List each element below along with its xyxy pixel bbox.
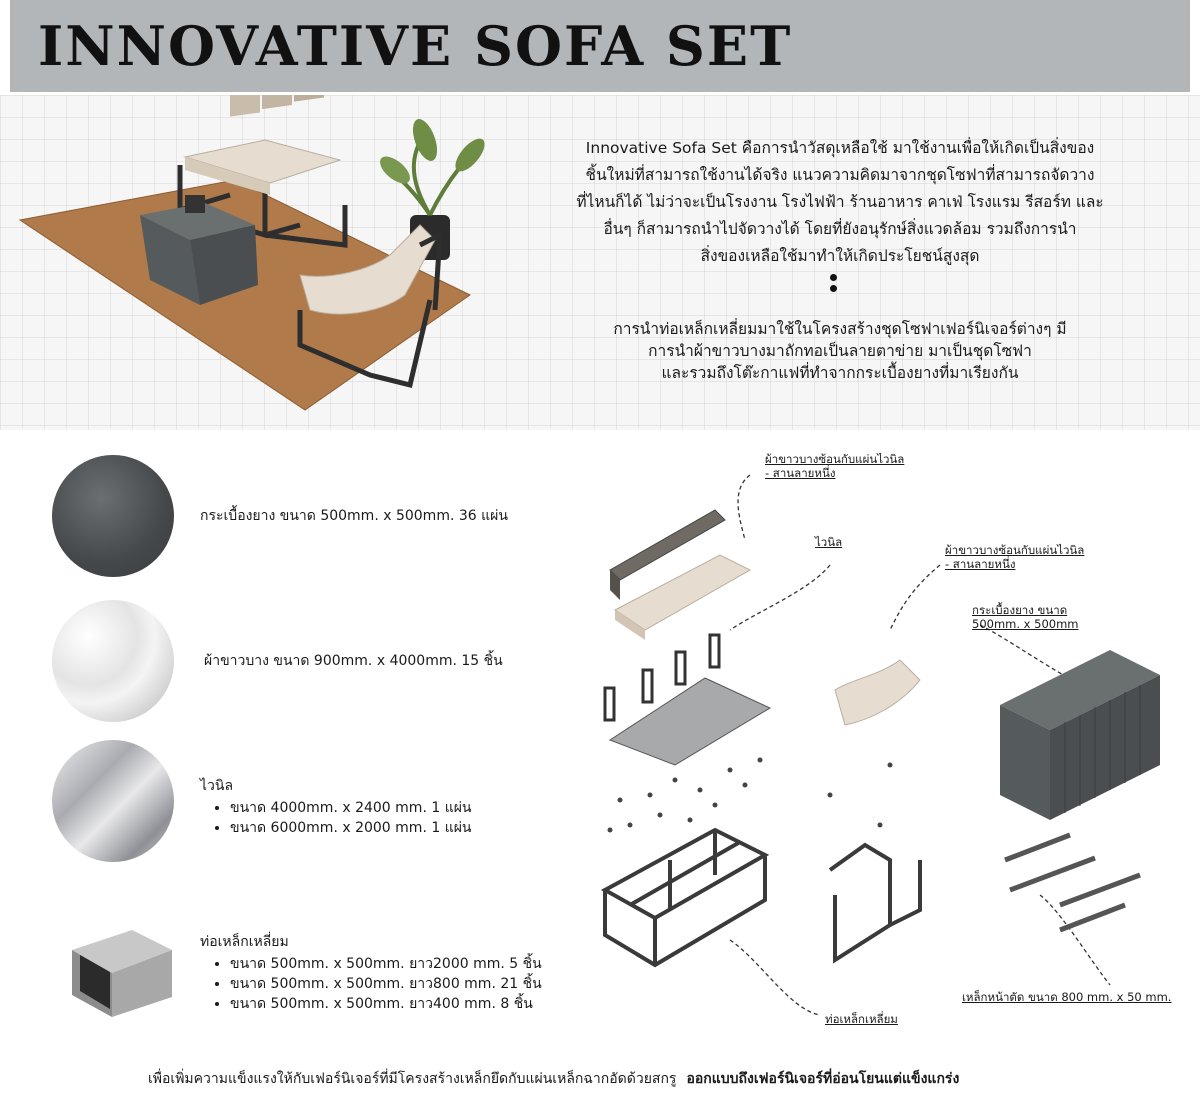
cloth-swatch bbox=[52, 600, 174, 722]
steel-tube-image bbox=[62, 905, 182, 1025]
steel-tube-item: • ขนาด 500mm. x 500mm. ยาว800 mm. 21 ชิ้น bbox=[230, 974, 542, 994]
vinyl-heading: ไวนิล bbox=[200, 778, 234, 794]
description-line: สิ่งของเหลือใช้มาทำให้เกิดประโยชน์สูงสุด bbox=[700, 247, 980, 265]
vinyl-item: • ขนาด 6000mm. x 2000 mm. 1 แผ่น bbox=[230, 818, 472, 838]
callout-steel-tube: ท่อเหล็กเหลี่ยม bbox=[825, 1012, 898, 1026]
description-line: Innovative Sofa Set คือการนำวัสดุเหลือใช้ มาใช้งานเพื่อให้เกิดเป็นสิ่งของ bbox=[585, 139, 1095, 157]
page-title: INNOVATIVE SOFA SET bbox=[38, 14, 793, 78]
cloth-label: ผ้าขาวบาง ขนาด 900mm. x 4000mm. 15 ชิ้น bbox=[204, 653, 503, 669]
rubber-tile-swatch bbox=[52, 455, 174, 577]
cut-steel-plates bbox=[1005, 835, 1140, 930]
callout-line: - สานลายหนึ่ง bbox=[945, 557, 1016, 571]
vinyl-label bbox=[200, 776, 472, 838]
sofa-steel-frame bbox=[605, 830, 765, 965]
steel-tube-item: • ขนาด 500mm. x 500mm. ยาว400 mm. 8 ชิ้น bbox=[230, 994, 542, 1014]
callout-cloth-vinyl-1 bbox=[765, 452, 904, 480]
vinyl-item: • ขนาด 4000mm. x 2400 mm. 1 แผ่น bbox=[230, 798, 472, 818]
footer-bold: ออกแบบถึงเฟอร์นิเจอร์ที่อ่อนโยนแต่แข็งแกร่ง bbox=[686, 1071, 960, 1087]
callout-line: ผ้าขาวบางซ้อนกับแผ่นไวนิล bbox=[945, 543, 1085, 557]
description-line: การนำท่อเหล็กเหลี่ยมมาใช้ในโครงสร้างชุดโซฟาเฟอร์นิเจอร์ต่างๆ มี bbox=[613, 320, 1067, 338]
description bbox=[520, 135, 1160, 270]
description-line: ชิ้นใหม่ที่สามารถใช้งานได้จริง แนวความคิดมาจากชุดโซฟาที่สามารถจัดวาง bbox=[585, 166, 1095, 184]
lounge-cushion bbox=[835, 660, 920, 725]
footer-text: เพื่อเพิ่มความแข็งแรงให้กับเฟอร์นิเจอร์ที่มีโครงสร้างเหล็กยึดกับแผ่นเหล็กฉากอัดด้วยสกรู bbox=[148, 1071, 677, 1087]
footer bbox=[148, 1068, 959, 1090]
exploded-diagram bbox=[590, 440, 1200, 1040]
base-plate bbox=[610, 678, 770, 765]
callout-cut-steel: เหล็กหน้าตัด ขนาด 800 mm. x 50 mm. bbox=[962, 990, 1172, 1004]
rubber-tile-label: กระเบื้องยาง ขนาด 500mm. x 500mm. 36 แผ่น bbox=[200, 508, 508, 524]
separator-dots bbox=[828, 270, 838, 296]
callout-line: 500mm. x 500mm bbox=[972, 617, 1079, 631]
steel-tube-item: • ขนาด 500mm. x 500mm. ยาว2000 mm. 5 ชิ้น bbox=[230, 954, 542, 974]
description-line: และรวมถึงโต๊ะกาแฟที่ทำจากกระเบื้องยางที่มาเรียงกัน bbox=[661, 364, 1019, 382]
title-bar bbox=[10, 0, 1190, 92]
lounge-steel-frame bbox=[830, 845, 920, 960]
sofa-set-render bbox=[0, 95, 500, 430]
description-line: อื่นๆ ก็สามารถนำไปจัดวางได้ โดยที่ยังอนุรักษ์สิ่งแวดล้อม รวมถึงการนำ bbox=[603, 220, 1077, 238]
description-2 bbox=[520, 318, 1160, 384]
description-line: การนำผ้าขาวบางมาถักทอเป็นลายตาข่าย มาเป็นชุดโซฟา bbox=[648, 342, 1032, 360]
callout-rubber-tile bbox=[972, 603, 1078, 631]
callout-line: - สานลายหนึ่ง bbox=[765, 466, 836, 480]
callout-cloth-vinyl-2 bbox=[945, 543, 1084, 571]
steel-tube-heading: ท่อเหล็กเหลี่ยม bbox=[200, 934, 289, 950]
description-line: ที่ไหนก็ได้ ไม่ว่าจะเป็นโรงงาน โรงไฟฟ้า ร้านอาหาร คาเฟ่ โรงแรม รีสอร์ท และ bbox=[576, 193, 1104, 211]
callout-line: ผ้าขาวบางซ้อนกับแผ่นไวนิล bbox=[765, 452, 905, 466]
vinyl-swatch bbox=[52, 740, 174, 862]
steel-tube-label bbox=[200, 932, 542, 1014]
callout-vinyl: ไวนิล bbox=[815, 535, 843, 549]
tile-table bbox=[1000, 650, 1160, 820]
callout-line: กระเบื้องยาง ขนาด bbox=[972, 603, 1068, 617]
